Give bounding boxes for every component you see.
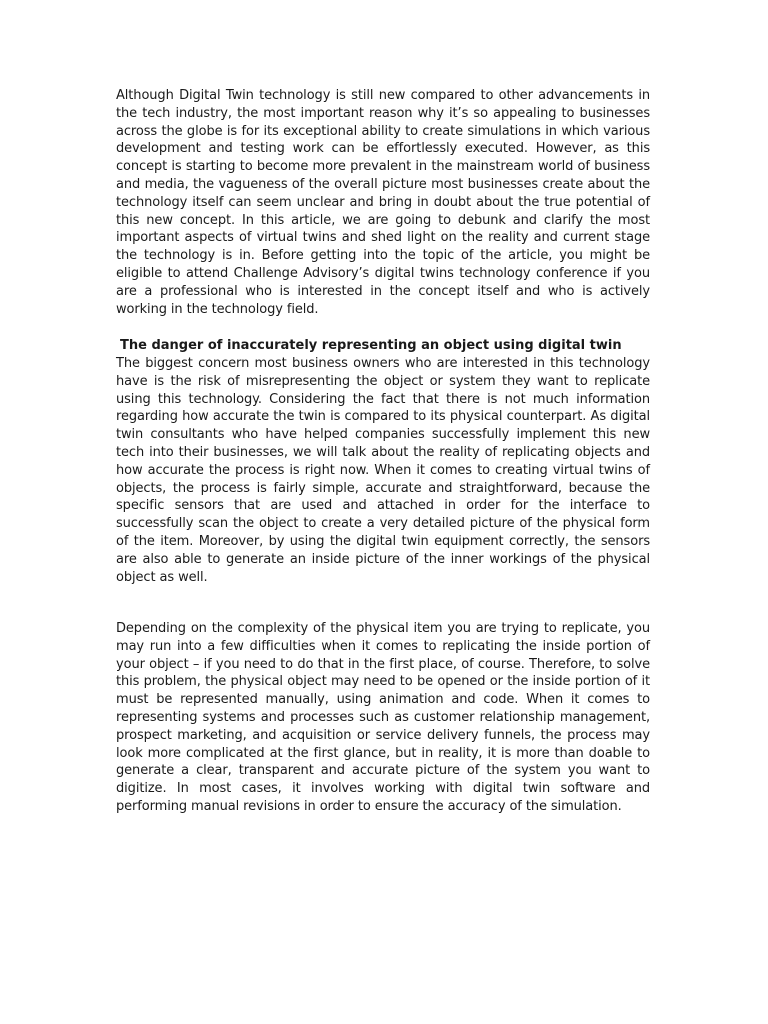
body-paragraph-complexity: Depending on the complexity of the physical item you are trying to replicate, you may run into a few difficulties when it comes to replicating the inside portion of your object – if you need to do that in the first place, of course. Therefore, to solve this problem, the physical object may need to be opened or the inside portion of it must be represented manually, using animation and code. When it comes to representing systems and processes such as customer relationship management, prospect marketing, and acquisition or service delivery funnels, the process may look more complicated at the first glance, but in reality, it is more than doable to generate a clear, transparent and accurate picture of the system you want to digitize. In most cases, it involves working with digital twin software and performing manual revisions in order to ensure the accuracy of the simulation. <box>116 621 650 814</box>
intro-paragraph: Although Digital Twin technology is still new compared to other advancements in the tech industry, the most important reason why it’s so appealing to businesses across the globe is for its exceptional ability to create simulations in which various development and testing work can be effortlessly executed. However, as this concept is starting to become more prevalent in the mainstream world of business and media, the vagueness of the overall picture most businesses create about the technology itself can seem unclear and bring in doubt about the true potential of this new concept. In this article, we are going to debunk and clarify the most important aspects of virtual twins and shed light on the reality and current stage the technology is in. Before getting into the topic of the article, you might be eligible to attend Challenge Advisory’s digital twins technology conference if you are a professional who is interested in the concept itself and who is actively working in the technology field. <box>116 88 650 317</box>
body-paragraph-misrepresentation: The biggest concern most business owners who are interested in this technology have is the risk of misrepresenting the object or system they want to replicate using this technology. Considering the fact that there is not much information regarding how accurate the twin is compared to its physical counterpart. As digital twin consultants who have helped companies successfully implement this new tech into their businesses, we will talk about the reality of replicating objects and how accurate the process is right now. When it comes to creating virtual twins of objects, the process is fairly simple, accurate and straightforward, because the specific sensors that are used and attached in order for the interface to successfully scan the object to create a very detailed picture of the physical form of the item. Moreover, by using the digital twin equipment correctly, the sensors are also able to generate an inside picture of the inner workings of the physical object as well. <box>116 356 650 585</box>
section-heading: The danger of inaccurately representing an object using digital twin <box>120 338 622 353</box>
